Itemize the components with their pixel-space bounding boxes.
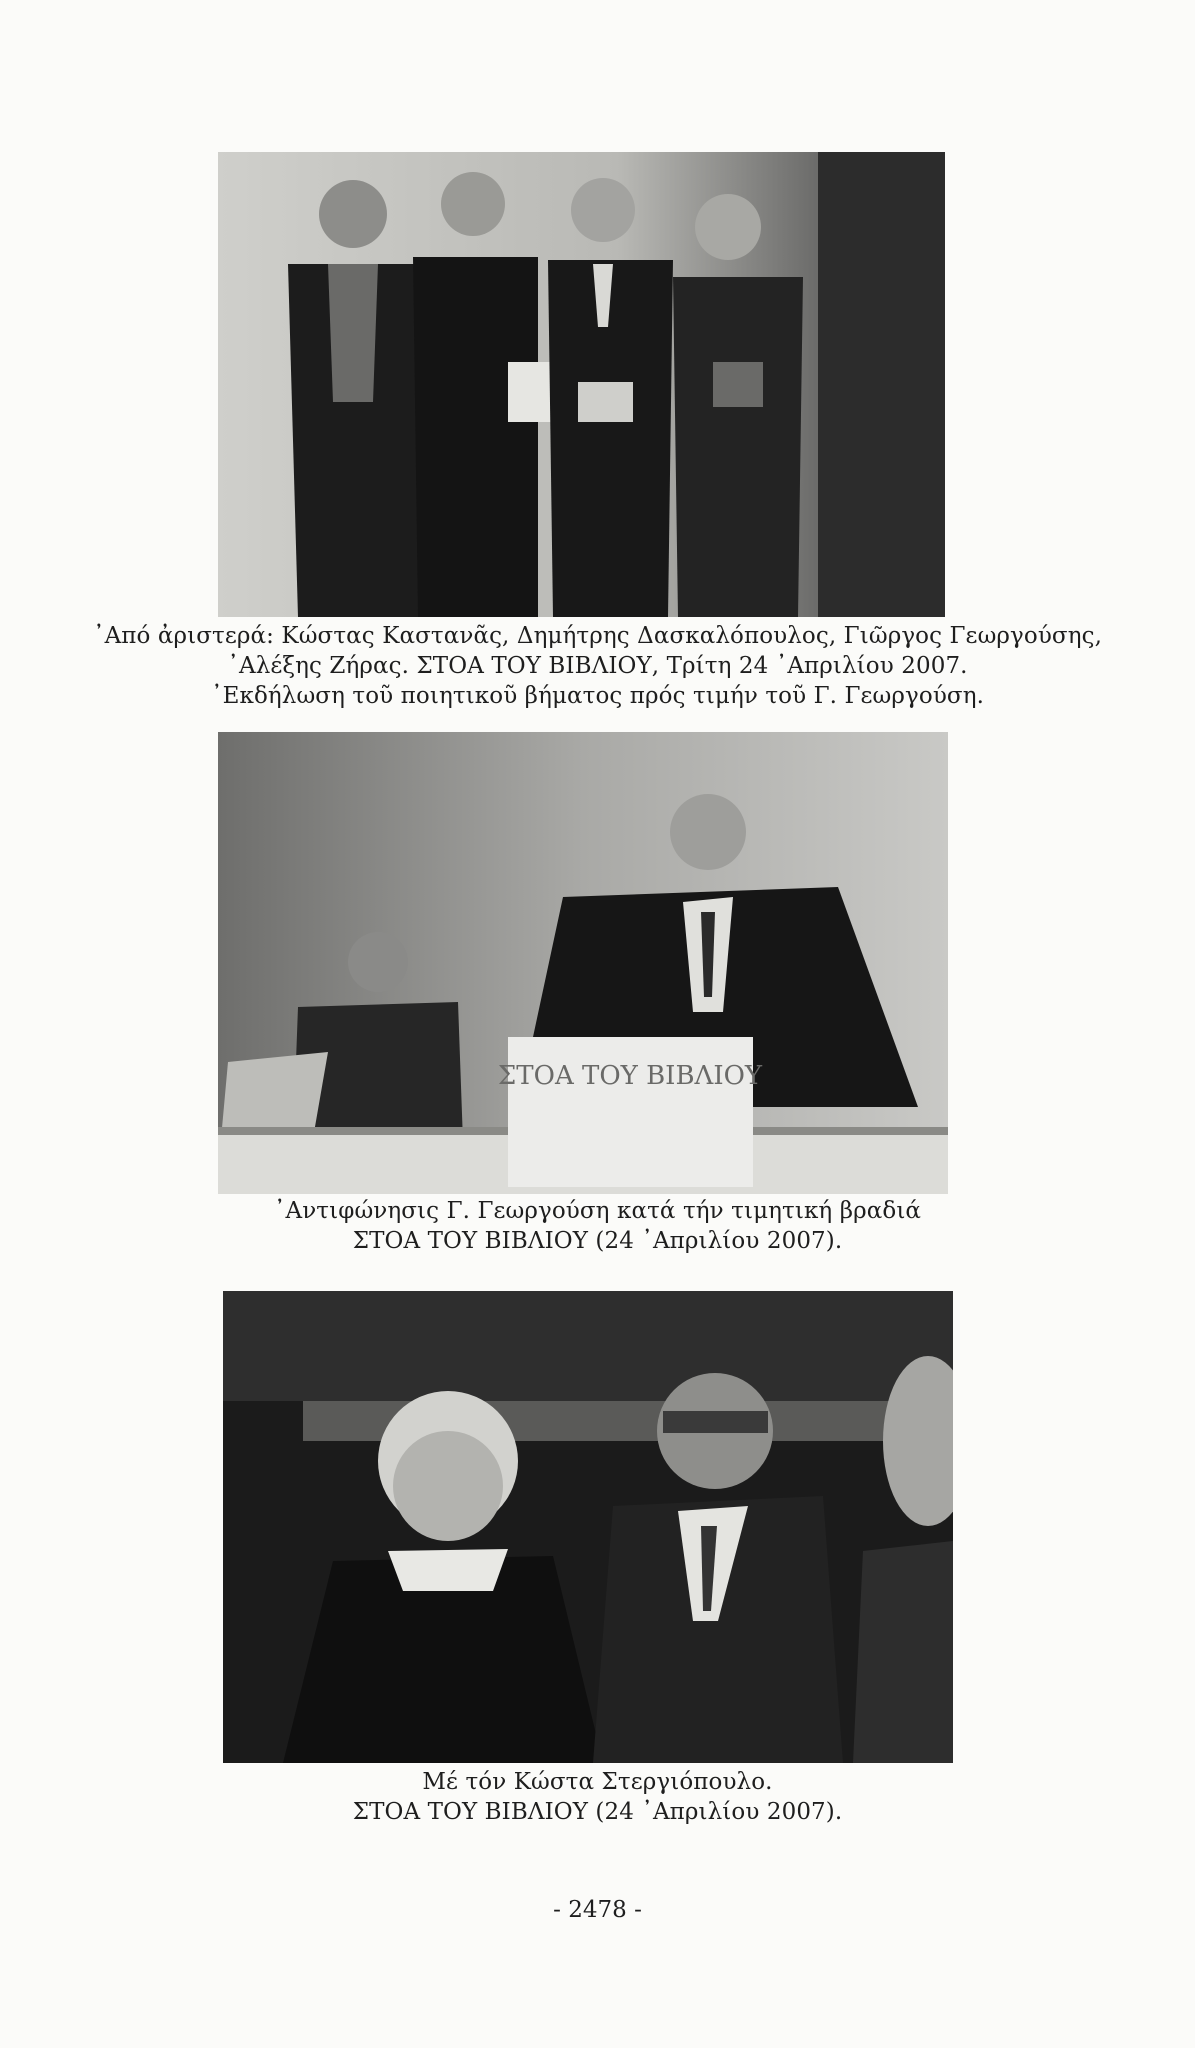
photo-two-men-conversing-image — [223, 1291, 953, 1763]
photo-1-caption-line-3: ᾿Εκδήλωση τοῦ ποιητικοῦ βήματος πρός τιμήν τοῦ Γ. Γεωργούση. — [210, 683, 985, 709]
photo-2-caption-line-1: ᾿Αντιφώνησις Γ. Γεωργούση κατά τήν τιμητική βραδιά — [273, 1198, 922, 1224]
photo-speaker-at-podium-image — [218, 732, 948, 1194]
photo-2-caption — [0, 1196, 1195, 1256]
photo-3-caption-line-2: ΣΤΟΑ ΤΟΥ ΒΙΒΛΙΟΥ (24 ᾿Απριλίου 2007). — [352, 1799, 843, 1825]
photo-2-caption-line-2: ΣΤΟΑ ΤΟΥ ΒΙΒΛΙΟΥ (24 ᾿Απριλίου 2007). — [352, 1228, 843, 1254]
podium-label: ΣΤΟΑ ΤΟΥ ΒΙΒΛΙΟΥ — [497, 1061, 763, 1091]
photo-1-caption — [0, 621, 1195, 711]
photo-speaker-at-podium — [218, 732, 948, 1194]
photo-3-caption-line-1: Μέ τόν Κώστα Στεργιόπουλο. — [422, 1769, 773, 1795]
photo-group-of-four-image — [218, 152, 945, 617]
photo-1-caption-line-2: ᾿Αλέξης Ζήρας. ΣΤΟΑ ΤΟΥ ΒΙΒΛΙΟΥ, Τρίτη 24 ᾿Απριλίου 2007. — [227, 653, 968, 679]
photo-two-men-conversing — [223, 1291, 953, 1763]
photo-1-caption-line-1: ᾿Από ἀριστερά: Κώστας Καστανᾶς, Δημήτρης Δασκαλόπουλος, Γιῶργος Γεωργούσης, — [93, 623, 1102, 649]
photo-group-of-four — [218, 152, 945, 617]
photo-3-caption — [0, 1767, 1195, 1827]
page-number: - 2478 - — [553, 1897, 642, 1923]
